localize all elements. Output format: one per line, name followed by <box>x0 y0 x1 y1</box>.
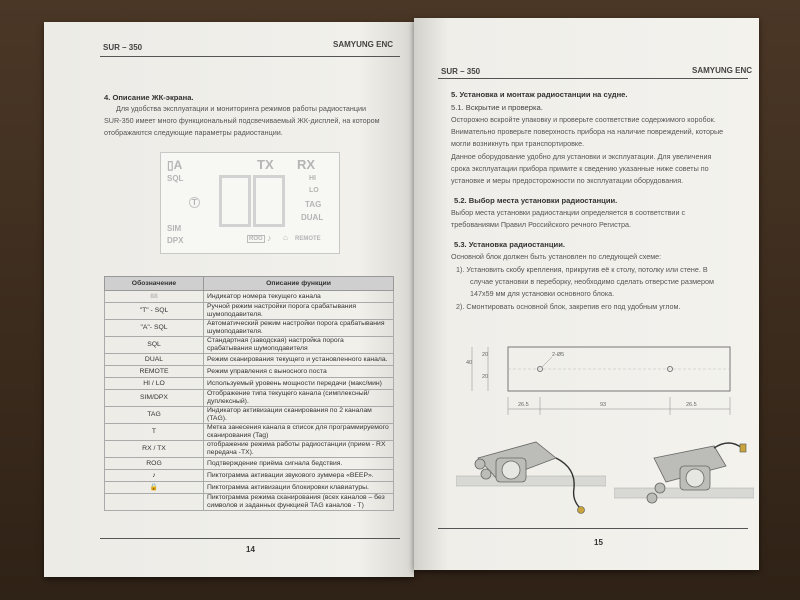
lcd-dual: DUAL <box>301 213 324 222</box>
section-5-1-line-4: Данное оборудование удобно для установки и эксплуатации. Для увеличения <box>451 152 712 161</box>
lcd-tag: TAG <box>305 200 322 209</box>
lcd-lo: LO <box>309 187 319 194</box>
table-row <box>105 390 394 407</box>
dim-width-left: 26.5 <box>518 402 529 408</box>
left-footer-rule <box>100 538 400 539</box>
lcd-dpx: DPX <box>167 236 184 245</box>
table-cell-desc: Стандартная (заводская) настройка порога срабатывания шумоподавителя <box>204 337 394 354</box>
table-cell-desc: Отображение типа текущего канала (симплексный/дуплексный). <box>204 390 394 407</box>
section-5-1-line-2: Внимательно проверьте поверхность прибора на наличие повреждений, которые <box>451 127 724 136</box>
lcd-tx: TX <box>257 157 274 172</box>
right-header-brand: SAMYUNG ENC <box>692 66 753 75</box>
lcd-digit-1 <box>219 175 251 227</box>
dim-width-middle: 93 <box>600 402 607 408</box>
table-cell-code: TAG <box>105 407 204 424</box>
lcd-diagram <box>160 152 340 254</box>
lcd-rog: ROG <box>249 236 263 242</box>
lcd-remote: REMOTE <box>295 236 321 242</box>
table-row <box>105 424 394 441</box>
section-5-3-line-5: 2). Смонтировать основной блок, закрепив его под удобным углом. <box>456 302 681 311</box>
lcd-sim: SIM <box>167 224 182 233</box>
section-5-1-line-1: Осторожно вскройте упаковку и проверьте соответствие содержимого коробок. <box>451 115 716 124</box>
right-footer-rule <box>438 528 748 529</box>
right-header-rule <box>438 78 748 79</box>
table-header-code: Обозначение <box>105 277 204 291</box>
section-5-2-line-1: Выбор места установки радиостанции определяется в соответствии с <box>451 208 686 217</box>
table-row <box>105 458 394 470</box>
table-row <box>105 303 394 320</box>
table-header-desc: Описание функции <box>204 277 394 291</box>
section-5-3-title: 5.3. Установка радиостанции. <box>454 240 565 249</box>
table-row <box>105 354 394 366</box>
table-cell-code: T <box>105 424 204 441</box>
section-5-1-line-5: срока эксплуатации прибора примите к сведению указанные ниже советы по <box>451 164 709 173</box>
table-cell-code: 🔒 <box>105 482 204 494</box>
table-cell-code: ♪ <box>105 470 204 482</box>
table-cell-code: "T" - SQL <box>105 303 204 320</box>
lcd-t-mark: T <box>189 197 200 208</box>
table-cell-desc: Пиктограмма активизации блокировки клавиатуры. <box>204 482 394 494</box>
section-5-2-line-2: требованиями Правил Российского речного Регистра. <box>451 220 631 229</box>
table-cell-desc: Используемый уровень мощности передачи (макс/мин) <box>204 378 394 390</box>
table-mount-illustration <box>614 428 754 528</box>
table-cell-code: ROG <box>105 458 204 470</box>
left-page-number: 14 <box>246 545 255 554</box>
ceiling-mount-illustration <box>456 428 606 528</box>
table-cell-desc: Ручной режим настройки порога срабатывания шумоподавителя. <box>204 303 394 320</box>
table-cell-code: SQL <box>105 337 204 354</box>
table-row <box>105 494 394 511</box>
right-header-model: SUR – 350 <box>441 67 481 76</box>
dim-height-20-top: 20 <box>482 352 489 358</box>
lcd-sql: SQL <box>167 174 184 183</box>
table-cell-code: RX / TX <box>105 441 204 458</box>
table-cell-desc: Режим управления с выносного поста <box>204 366 394 378</box>
table-cell-desc: Индикатор активизации сканирования по 2 каналам (TAG). <box>204 407 394 424</box>
lcd-scan-icon: ▯A <box>167 158 183 172</box>
lcd-digit-2 <box>253 175 285 227</box>
table-cell-desc: Автоматический режим настройки порога срабатывания шумоподавителя. <box>204 320 394 337</box>
table-row <box>105 441 394 458</box>
lcd-beep-icon: ♪ <box>267 233 272 243</box>
lcd-rx: RX <box>297 157 316 172</box>
dim-height-20-bottom: 20 <box>482 374 489 380</box>
table-cell-desc: Индикатор номера текущего канала <box>204 291 394 303</box>
section-4-title: 4. Описание ЖК-экрана. <box>104 93 194 102</box>
left-header-brand: SAMYUNG ENC <box>333 40 394 49</box>
section-5-3-line-1: Основной блок должен быть установлен по следующей схеме: <box>451 252 662 261</box>
section-4-line-2: SUR-350 имеет много функциональный подсвечиваемый ЖК-дисплей, на котором <box>104 116 380 125</box>
left-header-model: SUR – 350 <box>103 43 143 52</box>
table-row <box>105 378 394 390</box>
section-5-3-line-4: 147x59 мм для установки основного блока. <box>470 289 615 298</box>
table-cell-code: "A"- SQL <box>105 320 204 337</box>
table-cell-desc: Режим сканирования текущего и установленного канала. <box>204 354 394 366</box>
section-4-line-3: отображаются следующие параметры радиостанции. <box>104 128 283 137</box>
section-5-1-line-3: могли возникнуть при транспортировке. <box>451 139 585 148</box>
table-row <box>105 366 394 378</box>
lcd-hi: HI <box>309 175 316 182</box>
table-cell-code: SIM/DPX <box>105 390 204 407</box>
table-cell-desc: Подтверждение приёма сигнала бедствия. <box>204 458 394 470</box>
dim-height-40: 40 <box>466 360 473 366</box>
lcd-function-table <box>104 276 394 511</box>
section-5-3-line-2: 1). Установить скобу крепления, прикрутив её к столу, потолку или стене. В <box>456 265 708 274</box>
table-cell-code: REMOTE <box>105 366 204 378</box>
table-row <box>105 482 394 494</box>
bracket-dimension-drawing <box>460 335 750 425</box>
section-5-title: 5. Установка и монтаж радиостанции на судне. <box>451 90 628 99</box>
right-page-number: 15 <box>594 538 603 547</box>
table-row <box>105 320 394 337</box>
lcd-lock-icon: ⌂ <box>283 233 288 242</box>
table-cell-desc: Пиктограмма активации звукового зуммера «BEEP». <box>204 470 394 482</box>
table-row <box>105 291 394 303</box>
section-5-1-line-6: установке и меры предосторожности по эксплуатации оборудования. <box>451 176 684 185</box>
section-5-2-title: 5.2. Выбор места установки радиостанции. <box>454 196 618 205</box>
table-cell-code <box>105 494 204 511</box>
table-cell-desc: Пиктограмма режима сканирования (всех каналов – без символов и заданных функцией TAG каналов - T) <box>204 494 394 511</box>
table-cell-desc: Метка занесения канала в список для программируемого сканирования (Tag) <box>204 424 394 441</box>
dim-width-right: 26.5 <box>686 402 697 408</box>
table-cell-code: 88 <box>105 291 204 303</box>
table-row <box>105 407 394 424</box>
table-cell-code: HI / LO <box>105 378 204 390</box>
table-row <box>105 337 394 354</box>
left-header-rule <box>100 56 400 57</box>
dim-hole-label: 2-Ø5 <box>552 352 565 358</box>
table-cell-code: DUAL <box>105 354 204 366</box>
section-4-line-1: Для удобства эксплуатации и мониторинга режимов работы радиостанции <box>116 104 367 113</box>
section-5-1-title: 5.1. Вскрытие и проверка. <box>451 103 543 112</box>
table-row <box>105 470 394 482</box>
section-5-3-line-3: случае установки в переборку, необходимо сделать отверстие размером <box>470 277 714 286</box>
table-cell-desc: отображение режима работы радиостанции (прием - RX передача -TX). <box>204 441 394 458</box>
